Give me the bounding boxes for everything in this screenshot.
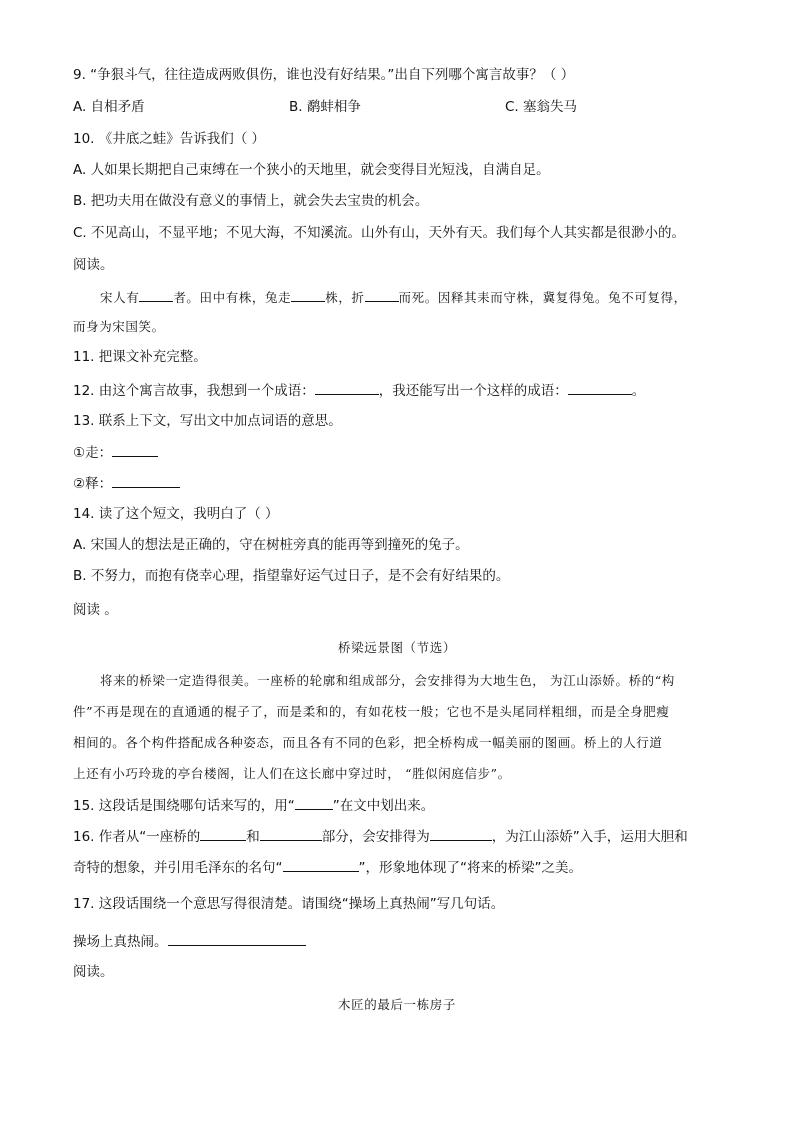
reading-2-passage-line-3: 相间的。各个构件搭配成各种姿态，而且各有不同的色彩，把全桥构成一幅美丽的图画。桥上的人行道: [73, 735, 663, 750]
reading-1-passage-line-1: [100, 288, 687, 307]
answer-blank[interactable]: [112, 443, 158, 457]
answer-blank[interactable]: [168, 932, 306, 946]
question-text: 部分，会安排得为: [321, 829, 430, 845]
question-text: ”在文中划出来。: [332, 798, 435, 814]
question-14: 14. 读了这个短文，我明白了（ ）: [73, 506, 279, 522]
passage-text: 者。田中有株，兔走: [173, 290, 292, 305]
question-text: 。: [631, 383, 646, 399]
reading-2-passage-line-2: 件”不再是现在的直通通的棍子了，而是柔和的，有如花枝一般；它也不是头尾同样粗细，而是全身肥瘦: [73, 704, 670, 719]
question-text: 12. 由这个寓言故事，我想到一个成语：: [73, 383, 315, 399]
q14-option-b: B. 不努力，而抱有侥幸心理，指望靠好运气过日子，是不会有好结果的。: [73, 568, 510, 584]
q10-option-b: B. 把功夫用在做没有意义的事情上，就会失去宝贵的机会。: [73, 193, 429, 209]
q13-item-1: [73, 443, 158, 462]
question-text: ”，形象地体现了“将来的桥梁”之美。: [358, 860, 582, 876]
q9-option-b: B. 鹬蚌相争: [289, 99, 361, 115]
reading-3-intro: 阅读。: [73, 964, 114, 980]
answer-blank[interactable]: [315, 381, 379, 395]
answer-blank[interactable]: [568, 381, 632, 395]
question-9-stem: 9. “争狠斗气，往往造成两败俱伤，谁也没有好结果。”出自下列哪个寓言故事？（ ）: [73, 67, 575, 83]
answer-blank[interactable]: [139, 288, 173, 302]
reading-2-passage-line-1: 将来的桥梁一定造得很美。一座桥的轮廓和组成部分，会安排得为大地生色， 为江山添娇。桥的“构: [100, 673, 675, 688]
q10-option-a: A. 人如果长期把自己束缚在一个狭小的天地里，就会变得目光短浅，自满自足。: [73, 162, 550, 178]
question-text: 奇特的想象，并引用毛泽东的名句“: [73, 860, 283, 876]
reading-2-title: 桥梁远景图（节选）: [338, 640, 456, 655]
answer-blank[interactable]: [430, 827, 492, 841]
q9-option-c: C. 塞翁失马: [505, 99, 578, 115]
reading-1-passage-line-2: 而身为宋国笑。: [73, 319, 165, 334]
answer-blank[interactable]: [200, 827, 246, 841]
question-16-line-1: [73, 827, 688, 846]
passage-text: 而死。因释其耒而守株，冀复得兔。兔不可复得，: [398, 290, 687, 305]
answer-blank[interactable]: [283, 858, 359, 872]
reading-3-title: 木匠的最后一栋房子: [338, 997, 456, 1012]
answer-blank[interactable]: [295, 796, 333, 810]
question-text: 15. 这段话是围绕哪句话来写的，用“: [73, 798, 295, 814]
answer-blank[interactable]: [291, 288, 325, 302]
question-text: ，我还能写出一个这样的成语：: [378, 383, 568, 399]
q13-item-2: [73, 474, 180, 493]
question-12: [73, 381, 645, 400]
answer-blank[interactable]: [365, 288, 399, 302]
question-15: [73, 796, 434, 815]
item-label: ①走：: [73, 445, 113, 461]
passage-text: 宋人有: [100, 290, 140, 305]
question-text: 操场上真热闹。: [73, 934, 168, 950]
reading-1-intro: 阅读。: [73, 257, 114, 273]
question-text: 和: [246, 829, 260, 845]
question-17: 17. 这段话围绕一个意思写得很清楚。请围绕“操场上真热闹”写几句话。: [73, 896, 505, 912]
q9-option-a: A. 自相矛盾: [73, 99, 145, 115]
item-label: ②释：: [73, 476, 113, 492]
question-13: 13. 联系上下文，写出文中加点词语的意思。: [73, 413, 342, 429]
question-16-line-2: [73, 858, 582, 877]
question-text: ，为江山添娇”入手，运用大胆和: [491, 829, 688, 845]
q10-option-c: C. 不见高山，不显平地；不见大海，不知溪流。山外有山，天外有天。我们每个人其实都是很渺小的。: [73, 225, 686, 241]
answer-blank[interactable]: [260, 827, 322, 841]
answer-blank[interactable]: [112, 474, 180, 488]
question-11: 11. 把课文补充完整。: [73, 349, 207, 365]
q17-answer-line: [73, 932, 306, 951]
q14-option-a: A. 宋国人的想法是正确的，守在树桩旁真的能再等到撞死的兔子。: [73, 537, 469, 553]
reading-2-intro: 阅读 。: [73, 602, 118, 618]
question-text: 16. 作者从“一座桥的: [73, 829, 201, 845]
reading-2-passage-line-4: 上还有小巧玲珑的亭台楼阁，让人们在这长廊中穿过时， “胜似闲庭信步”。: [73, 766, 511, 781]
passage-text: 株，折: [325, 290, 365, 305]
question-10-stem: 10. 《井底之蛙》告诉我们（ ）: [73, 131, 266, 147]
